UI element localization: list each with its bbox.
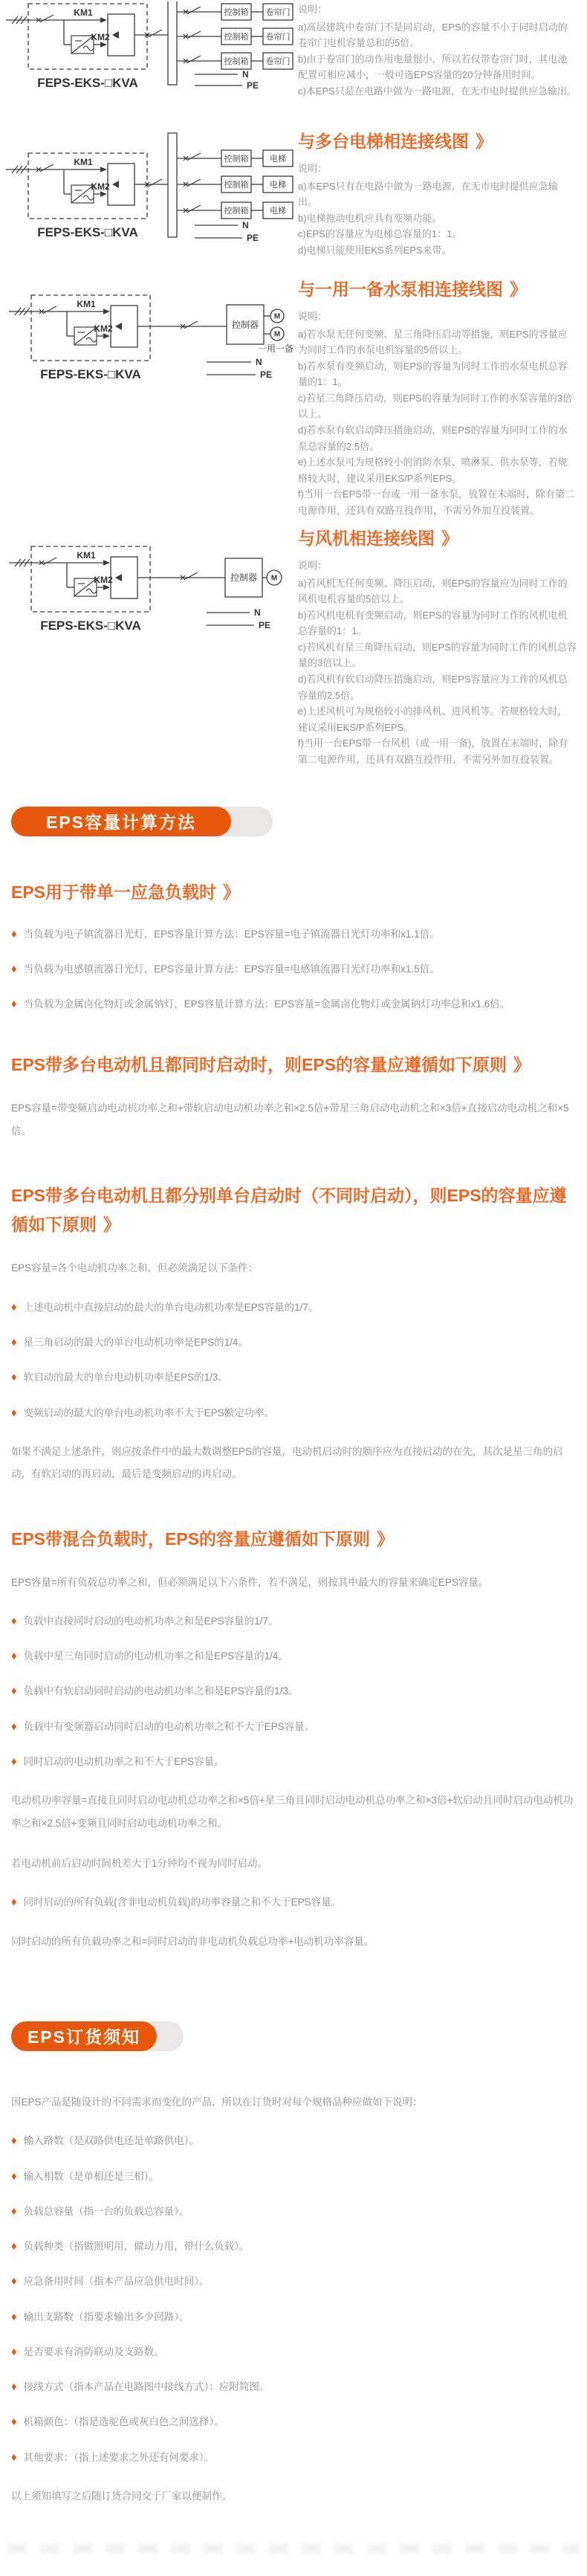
n-line-label: N (242, 69, 249, 80)
section-shutter-wiring (0, 1, 587, 99)
diamond-bullet-icon: ♦ (11, 1720, 17, 1733)
n-line-label: N (242, 220, 249, 231)
note-line: d)若水泵有软启动降压措施启动，则EPS的容量为同时工作的水泵总容量的2.5倍。 (298, 425, 568, 452)
banner-pill: EPS订货须知 (11, 2021, 157, 2051)
bullet-item: ♦ 负载中有变频器启动同时启动的电动机功率之和不大于EPS容量。 (11, 1720, 315, 1733)
note-title: 说明： (298, 559, 328, 571)
chevrons-icon: 》 (223, 882, 241, 902)
duty-standby-label: 一用一备 (257, 343, 294, 355)
capacity-banner (11, 807, 587, 836)
bullet-item: ♦ 上述电动机中直接启动的最大的单台电动机功率是EPS容量的1/7。 (11, 1300, 319, 1314)
diamond-bullet-icon: ♦ (11, 2204, 17, 2218)
note-title: 说明： (298, 310, 328, 322)
diamond-bullet-icon: ♦ (11, 998, 17, 1011)
diamond-bullet-icon: ♦ (11, 2450, 17, 2464)
n-line-label: N (256, 357, 262, 368)
note-line: c)若星三角降压启动，则EPS的容量为同时工作的水泵容量的3倍以上。 (298, 392, 573, 420)
diamond-bullet-icon: ♦ (11, 1336, 17, 1349)
note-line: c)本EPS只是在电路中做为一路电源，在无市电时提供应急输出。 (298, 85, 577, 97)
note-line: d)电梯只能使用EKS系列EPS来带。 (298, 244, 452, 256)
note-line: e)上述风机可为规格较小的排风机、进风机等。若规格较大时，建议采用EKS/P系列EPS。 (298, 706, 568, 733)
bullet-item: ♦ 机箱颜色：（指是选驼色或灰白色之间选择）。 (11, 2415, 224, 2429)
diamond-bullet-icon: ♦ (11, 927, 17, 940)
bullet-item: ♦ 输出支路数（指要求输出多少回路）。 (11, 2310, 189, 2323)
elevator-notes (294, 129, 587, 258)
bus-bar (168, 133, 177, 237)
bullet-item: ♦ 其他要求：（指上述要求之外还有何要求）。 (11, 2450, 215, 2464)
elevator-wiring-diagram (0, 129, 294, 255)
elevator-load-label: 电梯 (270, 181, 286, 190)
control-box-label: 控制箱 (224, 207, 249, 216)
shutter-notes (294, 1, 587, 99)
note-title: 说明： (298, 162, 328, 174)
diamond-bullet-icon: ♦ (11, 2310, 17, 2323)
intro-paragraph: EPS容量=各个电动机功率之和，但必须满足以下条件： (11, 1262, 258, 1274)
bullet-item: ♦ 同时启动的所有负载(含非电动机负载)的功率容量之和不大于EPS容量。 (11, 1896, 342, 1909)
control-box-label: 控制箱 (224, 33, 249, 42)
bullet-item: ♦ 负载总容量（指一台的负载总容量）。 (11, 2204, 189, 2218)
controller-label: 控制器 (231, 320, 259, 331)
diamond-bullet-icon: ♦ (11, 2415, 17, 2429)
bullet-item: ♦ 输入路数（是双路供电还是单路供电）。 (11, 2134, 199, 2148)
chevrons-icon: 》 (103, 1215, 120, 1235)
pump-notes (294, 277, 587, 518)
note-line: e)上述水泵可为规格较小的消防水泵、喷淋泵、供水泵等，若规格较大时，建议采用EKS/P系列EPS。 (298, 456, 568, 484)
diamond-bullet-icon: ♦ (11, 2169, 17, 2183)
heading-single-load: EPS用于带单一应急负载时 》 (11, 882, 241, 902)
section-fan-wiring (0, 526, 587, 767)
control-box-label: 控制箱 (224, 181, 249, 190)
bullet-item: ♦ 负载中星三角同时启动的电动机功率之和是EPS容量的1/4。 (11, 1650, 288, 1663)
diamond-bullet-icon: ♦ (11, 1371, 17, 1384)
chevrons-icon: 》 (377, 1529, 395, 1549)
n-line-label: N (254, 607, 261, 619)
heading-elevator-wiring: 与多台电梯相连接线图 》 (298, 132, 493, 152)
shutter-wiring-diagram (0, 1, 294, 94)
intro-paragraph: EPS容量=所有负载总功率之和，但必须满足以下六条件，若不满足，则按其中最大的容量来确定EPS容量。 (11, 1576, 489, 1588)
note-line: d)若风机有软启动降压措施启动，则EPS容量应为工作的风机总容量的2.5倍。 (298, 674, 568, 701)
output-switch-icon (181, 572, 198, 580)
heading-multi-separate: EPS带多台电动机且都分别单台启动时（不同时启动），则EPS的容量应遵循如下原则 》 (11, 1186, 567, 1235)
motor-label: M (270, 574, 278, 583)
note-paragraph: 若电动机前后启动时间机差大于1分钟均不视为同时启动。 (11, 1857, 268, 1869)
fan-wiring-diagram (0, 540, 294, 645)
elevator-load-label: 电梯 (270, 155, 286, 164)
heading-multi-simultaneous: EPS带多台电动机且都同时启动时，则EPS的容量应遵循如下原则 》 (11, 1055, 531, 1075)
heading-fan-wiring: 与风机相连接线图 》 (298, 529, 458, 549)
outro-paragraph: 如果不满足上述条件，则应按条件中的最大数调整EPS的容量，电动机启动时的顺序应为直接启动的在先，其次是星三角的启动，有软启动的再启动，最后是变频启动的再启动。 (11, 1445, 563, 1480)
bullet-item: ♦ 应急备用时间（指本产品应急供电时间）。 (11, 2275, 210, 2288)
shutter-load-label: 卷帘门 (265, 57, 291, 66)
note-line: b)电梯拖动电机应具有变频功能。 (298, 212, 442, 224)
bullet-item: ♦ 星三角启动的最大的单台电动机功率是EPS的1/4。 (11, 1336, 248, 1349)
heading-mixed-load: EPS带混合负载时，EPS的容量应遵循如下原则 》 (11, 1529, 395, 1549)
pe-line-label: PE (259, 620, 271, 631)
diamond-bullet-icon: ♦ (11, 962, 17, 975)
order-outro: 以上须知填写之后随订货合同交于厂家以便制作。 (11, 2490, 232, 2502)
diamond-bullet-icon: ♦ (11, 2275, 17, 2288)
note-line: b)若风机电机有变频启动，则EPS的容量为同时工作的风机电机总容量的1：1。 (298, 609, 568, 637)
diamond-bullet-icon: ♦ (11, 1685, 17, 1698)
bullet-item: ♦ 软启动的最大的单台电动机功率是EPS的1/3。 (11, 1371, 228, 1384)
diamond-bullet-icon: ♦ (11, 1300, 17, 1314)
bullet-item: ♦ 负载中有软启动同时启动的电动机功率之和是EPS容量的1/3。 (11, 1685, 299, 1698)
diamond-bullet-icon: ♦ (11, 2240, 17, 2253)
pump-diagram-col (0, 277, 294, 399)
control-box-label: 控制箱 (224, 57, 249, 66)
note-line: a)本EPS只有在电路中做为一路电源，在无市电时提供应急输出。 (298, 180, 558, 208)
note-line: a)高层建筑中卷帘门不是同启动，EPS的容量不小于同时启动的卷帘门电机容量总和的5倍。 (298, 21, 568, 49)
pump-wiring-diagram (0, 291, 294, 396)
output-switch-icon (181, 321, 198, 329)
elevator-diagram-col (0, 129, 294, 259)
bullet-item: ♦ 是否要求有消防联动及支路数。 (11, 2345, 164, 2358)
chevrons-icon: 》 (441, 529, 458, 549)
bullet-item: ♦ 当负载为电子镇流器日光灯，EPS容量计算方法：EPS容量=电子镇流器日光灯功率和x1.1倍。 (11, 927, 440, 940)
chevrons-icon: 》 (510, 280, 527, 300)
note-line: a)若风机无任何变频、降压启动，则EPS的容量应为同时工作的风机电机容量的5倍以上。 (298, 577, 568, 605)
note-line: c)EPS的容量应为电梯总容量的1：1。 (298, 228, 462, 240)
chevrons-icon: 》 (476, 132, 493, 152)
pe-line-label: PE (247, 233, 259, 244)
elevator-load-label: 电梯 (270, 207, 286, 216)
note-line: a)若水泵无任何变频、星三角降压启动等措施，则EPS的容量应为同时工作的水泵电机容量的5倍以上。 (298, 328, 568, 356)
formula-paragraph: 电动机功率容量=直接且同时启动电动机总功率之和×5倍+星三角且同时启动电动机总功率之和×3倍+软启动且同时启动电动机功率之和×2.5倍+变频且同时启动电动机功率之和。 (11, 1795, 574, 1829)
bullet-item: ♦ 当负载为电感镇流器日光灯，EPS容量计算方法：EPS容量=电感镇流器日光灯功率和x1.5倍。 (11, 962, 440, 975)
order-banner (11, 2021, 587, 2051)
chevrons-icon: 》 (513, 1055, 531, 1075)
order-section (0, 2091, 587, 2508)
control-box-label: 控制箱 (224, 8, 249, 17)
capacity-section (0, 878, 587, 1953)
order-intro: 因EPS产品是随设计的不同需求而变化的产品，所以在订货时对每个规格品种应做如下说明： (11, 2096, 423, 2108)
note-line: b)若水泵有变频启动，则EPS的容量为同时工作的水泵电机总容量的1：1。 (298, 360, 568, 388)
bus-bar (168, 1, 177, 85)
section-elevator-wiring (0, 129, 587, 259)
diamond-bullet-icon: ♦ (11, 2345, 17, 2358)
bullet-item: ♦ 变频启动的最大的单台电动机功率不大于EPS额定功率。 (11, 1406, 275, 1419)
bullet-item: ♦ 接线方式（指本产品在电路图中接线方式）：应附简图。 (11, 2380, 270, 2394)
diamond-bullet-icon: ♦ (11, 2134, 17, 2148)
motor-label: M (273, 330, 281, 339)
bullet-item: ♦ 输入相数（是单相还是三相）。 (11, 2169, 159, 2183)
diamond-bullet-icon: ♦ (11, 1755, 17, 1768)
bullet-item: ♦ 同时启动的电动机功率之和不大于EPS容量。 (11, 1755, 224, 1768)
banner-pill: EPS容量计算方法 (11, 807, 231, 836)
control-box-label: 控制箱 (224, 155, 249, 164)
bullet-item: ♦ 负载种类（指做照明用，做动力用，带什么负载）。 (11, 2240, 250, 2253)
fan-notes (294, 526, 587, 767)
diamond-bullet-icon: ♦ (11, 1614, 17, 1627)
note-line: f)当用一台EPS带一台风机（或一用一备)，放置在末端时，除有第二电源作用，还具有双路互投作用，不需另外加互投装置。 (298, 737, 568, 765)
heading-pump-wiring: 与一用一备水泵相连接线图 》 (298, 280, 527, 300)
diamond-bullet-icon: ♦ (11, 1650, 17, 1663)
note-line: f)当用一台EPS带一台或一用一备水泵，放置在末端时，除有第二电源作用，还具有双路互投作用，不需另外加互投装置。 (298, 488, 574, 516)
diamond-bullet-icon: ♦ (11, 1896, 17, 1909)
controller-label: 控制器 (230, 572, 258, 584)
section-pump-wiring (0, 277, 587, 518)
faint-watermark-strip (7, 2543, 580, 2554)
note-title: 说明： (298, 4, 328, 15)
diamond-bullet-icon: ♦ (11, 2380, 17, 2394)
fan-diagram-col (0, 526, 294, 648)
note-line: b)由于卷帘门的动作用电量很小，所以若仅带卷帘门时，其电池配置可相应减小，一般可选EPS容量的20分钟备用时间。 (298, 53, 568, 81)
pe-line-label: PE (260, 369, 273, 381)
formula-paragraph: 同时启动的所有负载功率之和=同时启动的非电动机负载总功率+电动机功率容量。 (11, 1935, 374, 1947)
note-line: c)若风机有星三角降压启动，则EPS的容量为同时工作的风机总容量的3倍以上。 (298, 641, 577, 669)
pe-line-label: PE (247, 80, 259, 91)
shutter-diagram-col (0, 1, 294, 98)
diamond-bullet-icon: ♦ (11, 1406, 17, 1419)
shutter-load-label: 卷帘门 (265, 33, 291, 42)
motor-label: M (273, 312, 281, 321)
shutter-load-label: 卷帘门 (265, 8, 291, 17)
bullet-item: ♦ 负载中直接同时启动的电动机功率之和是EPS容量的1/7。 (11, 1614, 279, 1627)
bullet-item: ♦ 当负载为金属卤化物灯或金属钠灯，EPS容量计算方法：EPS容量=金属卤化物灯或金属钠灯功率总和x1.6倍。 (11, 998, 510, 1011)
formula-paragraph: EPS容量=带变频启动电动机功率之和+带软启动电动机功率之和×2.5倍+带星三角启动电动机之和×3倍+直接启动电动机之和×5倍。 (11, 1103, 569, 1137)
